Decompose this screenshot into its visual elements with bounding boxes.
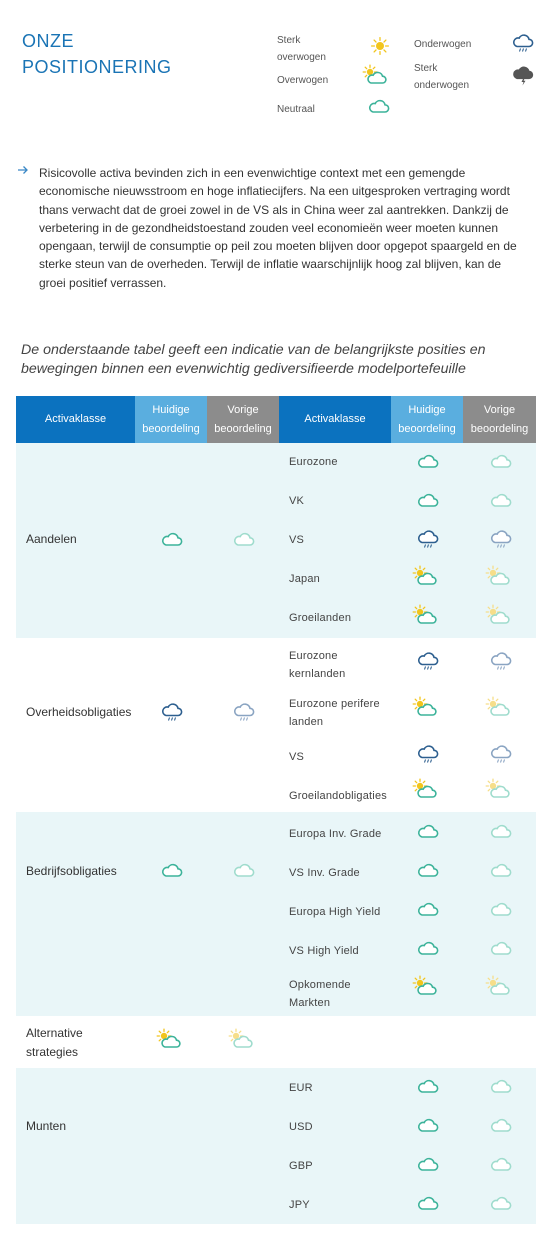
- sun-cloud-icon: [228, 1028, 254, 1050]
- row-label: VS: [289, 751, 305, 763]
- row-label: Eurozone perifere landen: [289, 698, 380, 728]
- group-alternative-strategies: [16, 1016, 536, 1068]
- sun-cloud-icon: [485, 565, 511, 587]
- sun-cloud-icon: [412, 696, 438, 718]
- arrow-right-icon: [17, 163, 29, 175]
- row-label: Eurozone: [289, 456, 338, 468]
- group-currencies: [16, 1068, 536, 1224]
- rain-cloud-icon: [488, 650, 514, 672]
- group-label: Alternative strategies: [26, 1026, 83, 1059]
- legend-label-strongly-underweight: Sterk onderwogen: [414, 63, 470, 91]
- cloud-icon: [415, 1114, 441, 1136]
- cloud-icon: [488, 898, 514, 920]
- row-label: Groeilandobligaties: [289, 790, 387, 802]
- group-label: Aandelen: [26, 532, 77, 546]
- cloud-icon: [415, 1075, 441, 1097]
- cloud-icon: [366, 95, 392, 117]
- cloud-icon: [488, 1114, 514, 1136]
- rain-cloud-icon: [415, 743, 441, 765]
- sun-cloud-icon: [412, 778, 438, 800]
- sun-cloud-icon: [485, 975, 511, 997]
- group-equities: [16, 443, 536, 638]
- row-label: VS Inv. Grade: [289, 867, 360, 879]
- header-current-rating-sub: Huidige beoordeling: [391, 396, 463, 443]
- table-caption: De onderstaande tabel geeft een indicatie van de belangrijkste posities en bewegingen binnen een evenwichtig gediversifieerde modelportefeuille: [21, 342, 486, 377]
- cloud-icon: [488, 1192, 514, 1214]
- group-label: Bedrijfsobligaties: [26, 864, 117, 878]
- sun-icon: [367, 35, 393, 57]
- header-current-rating: Huidige beoordeling: [135, 396, 207, 443]
- sun-cloud-icon: [412, 604, 438, 626]
- sun-cloud-icon: [412, 565, 438, 587]
- rain-cloud-icon: [415, 528, 441, 550]
- group-government-bonds: [16, 638, 536, 812]
- group-corporate-bonds: [16, 812, 536, 1016]
- cloud-icon: [488, 937, 514, 959]
- rain-cloud-icon: [159, 701, 185, 723]
- group-label: Munten: [26, 1119, 67, 1133]
- cloud-icon: [488, 1153, 514, 1175]
- header-asset-class: Activaklasse: [16, 396, 135, 443]
- sun-cloud-icon: [485, 696, 511, 718]
- row-label: EUR: [289, 1082, 313, 1094]
- row-label: JPY: [289, 1199, 310, 1211]
- cloud-icon: [488, 1075, 514, 1097]
- row-label: VK: [289, 495, 305, 507]
- header-previous-rating-sub: Vorige beoordeling: [463, 396, 536, 443]
- cloud-icon: [488, 820, 514, 842]
- rain-cloud-icon: [231, 701, 257, 723]
- group-label: Overheidsobligaties: [26, 705, 132, 719]
- legend-label-overweight: Overwogen: [277, 75, 329, 86]
- cloud-icon: [415, 859, 441, 881]
- row-label: VS: [289, 534, 305, 546]
- page-title: ONZE POSITIONERING: [22, 31, 172, 77]
- row-label: VS High Yield: [289, 945, 359, 957]
- cloud-icon: [231, 528, 257, 550]
- rain-cloud-icon: [488, 528, 514, 550]
- row-label: Groeilanden: [289, 612, 352, 624]
- rain-cloud-icon: [488, 743, 514, 765]
- table-header: [16, 396, 536, 443]
- header-previous-rating: Vorige beoordeling: [207, 396, 279, 443]
- cloud-icon: [488, 450, 514, 472]
- sun-cloud-icon: [412, 975, 438, 997]
- cloud-icon: [415, 450, 441, 472]
- legend-label-neutral: Neutraal: [277, 104, 315, 115]
- rain-cloud-icon: [510, 32, 536, 54]
- cloud-icon: [415, 1153, 441, 1175]
- sun-cloud-icon: [156, 1028, 182, 1050]
- sun-cloud-icon: [485, 778, 511, 800]
- row-label: Japan: [289, 573, 320, 585]
- row-label: Opkomende Markten: [289, 979, 351, 1009]
- cloud-icon: [415, 937, 441, 959]
- row-label: USD: [289, 1121, 313, 1133]
- storm-cloud-icon: [510, 64, 536, 86]
- sun-cloud-icon: [485, 604, 511, 626]
- legend-label-underweight: Onderwogen: [414, 39, 472, 50]
- positioning-table: [16, 396, 536, 1211]
- header-asset-class-sub: Activaklasse: [279, 396, 391, 443]
- row-label: Europa Inv. Grade: [289, 828, 382, 840]
- cloud-icon: [488, 489, 514, 511]
- row-label: Europa High Yield: [289, 906, 381, 918]
- cloud-icon: [159, 528, 185, 550]
- rain-cloud-icon: [415, 650, 441, 672]
- cloud-icon: [415, 820, 441, 842]
- cloud-icon: [415, 898, 441, 920]
- row-label: Eurozone kernlanden: [289, 650, 346, 680]
- cloud-icon: [415, 489, 441, 511]
- sun-cloud-icon: [362, 64, 388, 86]
- row-label: GBP: [289, 1160, 313, 1172]
- cloud-icon: [159, 859, 185, 881]
- cloud-icon: [488, 859, 514, 881]
- cloud-icon: [415, 1192, 441, 1214]
- legend-label-strongly-overweight: Sterk overwogen: [277, 35, 326, 63]
- cloud-icon: [231, 859, 257, 881]
- intro-paragraph: Risicovolle activa bevinden zich in een evenwichtige context met een gemengde economische nieuwsstroom en hoge inflatiecijfers. Na een uitgesproken vertraging wordt thans verwacht dat de groei zowel in de VS als in China weer zal aantrekken. Dankzij de verbetering in de gezondheidstoestand zouden veel economieën weer moeten kunnen opengaan, terwijl de consumptie op peil zou moeten blijven door opgepot spaargeld en de sterke steun van de overheden. Terwijl de inflatie waarschijnlijk hoog zal blijven, kan de groei positief verrassen.: [39, 166, 517, 290]
